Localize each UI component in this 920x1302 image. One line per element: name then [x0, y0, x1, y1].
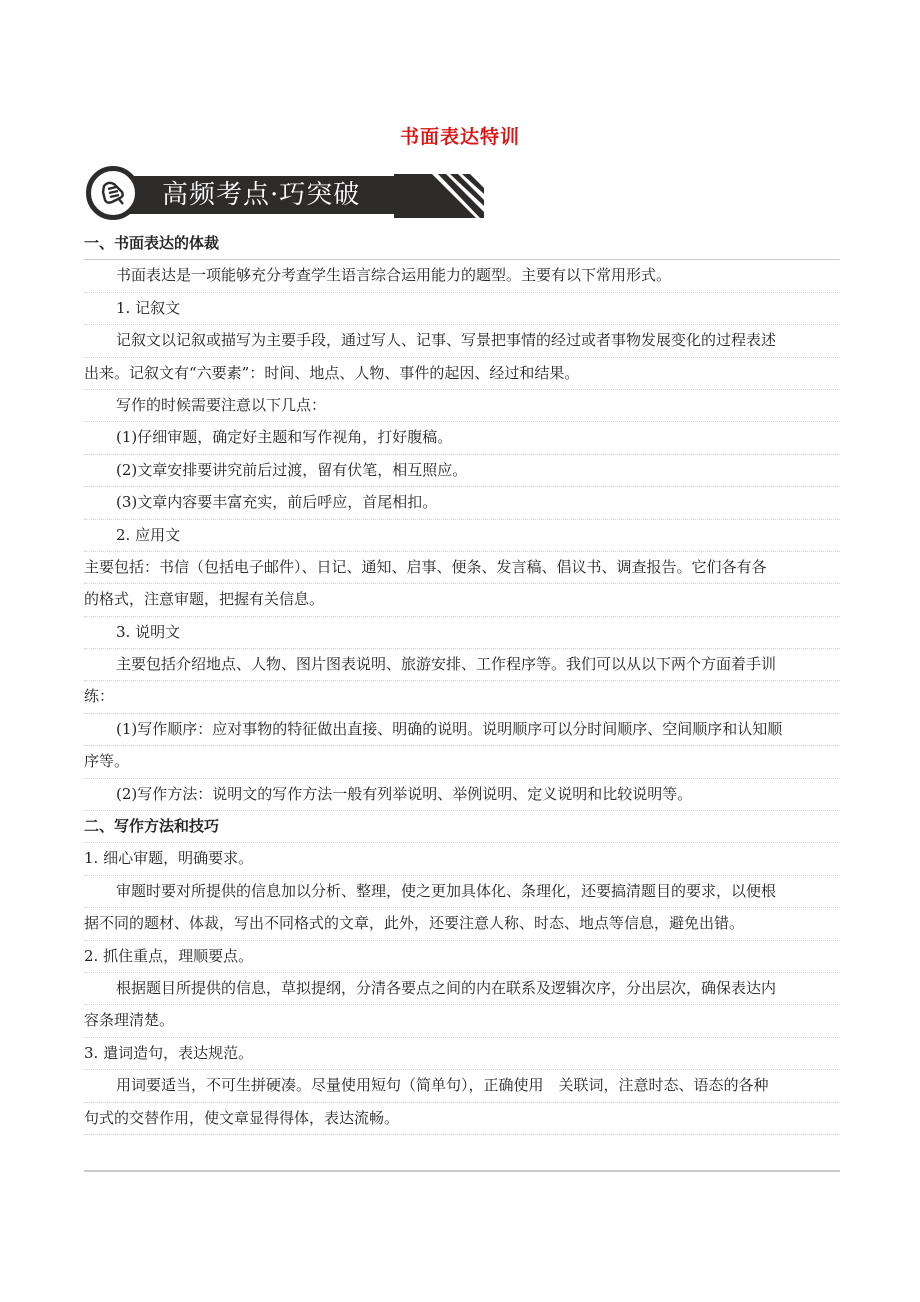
text-line: 审题时要对所提供的信息加以分析、整理，使之更加具体化、条理化，还要搞清题目的要求，以便根 [84, 876, 840, 908]
pointing-hand-icon [86, 166, 140, 220]
text-line: 据不同的题材、体裁，写出不同格式的文章，此外，还要注意人称、时态、地点等信息，避免出错。 [84, 908, 840, 940]
text-line: (2)写作方法：说明文的写作方法一般有列举说明、举例说明、定义说明和比较说明等。 [84, 779, 840, 811]
text-line: 的格式，注意审题，把握有关信息。 [84, 584, 840, 616]
bottom-rule [84, 1170, 840, 1172]
text-line: 主要包括：书信（包括电子邮件）、日记、通知、启事、便条、发言稿、倡议书、调查报告。它们各有各 [84, 552, 840, 584]
section-heading: 二、写作方法和技巧 [84, 811, 840, 843]
text-line: (1)仔细审题，确定好主题和写作视角，打好腹稿。 [84, 422, 840, 454]
text-line: 2. 抓住重点，理顺要点。 [84, 941, 840, 973]
text-line: 根据题目所提供的信息，草拟提纲，分清各要点之间的内在联系及逻辑次序，分出层次，确保表达内 [84, 973, 840, 1005]
text-line: (2)文章安排要讲究前后过渡，留有伏笔，相互照应。 [84, 455, 840, 487]
text-line: 记叙文以记叙或描写为主要手段，通过写人、记事、写景把事情的经过或者事物发展变化的过程表述 [84, 325, 840, 357]
text-line: 容条理清楚。 [84, 1005, 840, 1037]
text-line: 序等。 [84, 746, 840, 778]
document-body [84, 228, 840, 1135]
text-line: (3)文章内容要丰富充实，前后呼应，首尾相扣。 [84, 487, 840, 519]
text-line: 出来。记叙文有“六要素”：时间、地点、人物、事件的起因、经过和结果。 [84, 358, 840, 390]
text-line: 1. 细心审题，明确要求。 [84, 843, 840, 875]
text-line: 句式的交替作用，使文章显得得体，表达流畅。 [84, 1103, 840, 1135]
text-line: 写作的时候需要注意以下几点： [84, 390, 840, 422]
text-line: 用词要适当，不可生拼硬凑。尽量使用短句（简单句），正确使用 关联词，注意时态、语态的各种 [84, 1070, 840, 1102]
text-line: 1. 记叙文 [84, 293, 840, 325]
text-line: 3. 遣词造句，表达规范。 [84, 1038, 840, 1070]
page-title: 书面表达特训 [399, 126, 520, 148]
text-line: 2. 应用文 [84, 520, 840, 552]
banner-label: 高频考点·巧突破 [162, 180, 361, 210]
text-line: 3. 说明文 [84, 617, 840, 649]
banner-stripes-icon [394, 174, 484, 218]
text-line: 练： [84, 681, 840, 713]
text-line: 书面表达是一项能够充分考查学生语言综合运用能力的题型。主要有以下常用形式。 [84, 260, 840, 292]
text-line: (1)写作顺序：应对事物的特征做出直接、明确的说明。说明顺序可以分时间顺序、空间顺序和认知顺 [84, 714, 840, 746]
text-line: 主要包括介绍地点、人物、图片图表说明、旅游安排、工作程序等。我们可以从以下两个方面着手训 [84, 649, 840, 681]
section-banner [84, 164, 484, 226]
section-heading: 一、书面表达的体裁 [84, 228, 840, 260]
